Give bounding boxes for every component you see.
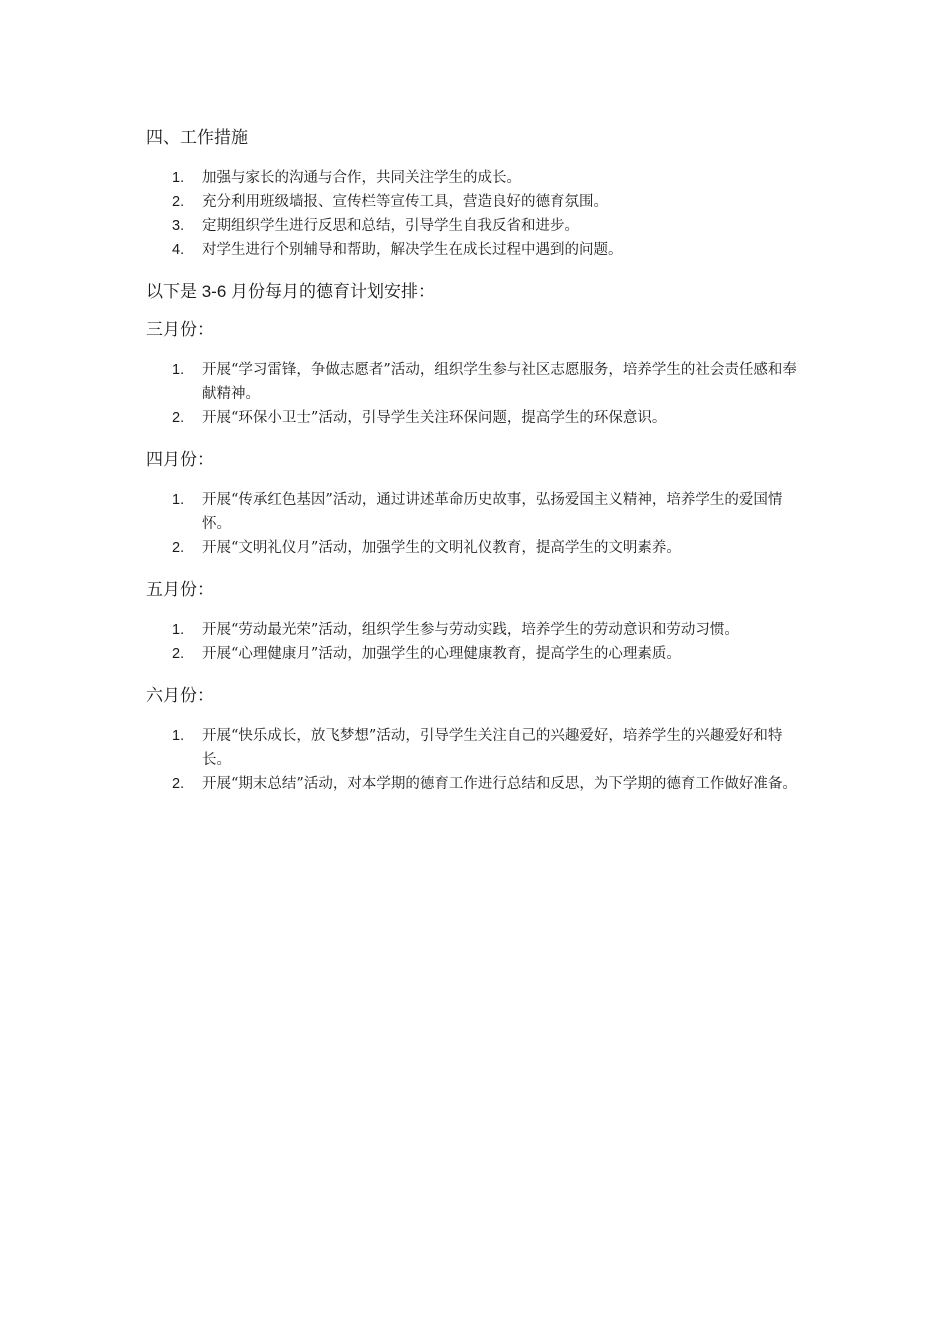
may-list <box>146 618 806 666</box>
list-number: 2. <box>172 194 185 210</box>
list-item-text: 开展“环保小卫士”活动，引导学生关注环保问题，提高学生的环保意识。 <box>202 410 667 426</box>
list-item-text: 开展“快乐成长，放飞梦想”活动，引导学生关注自己的兴趣爱好，培养学生的兴趣爱好和特长。 <box>202 728 783 768</box>
list-item <box>146 190 806 214</box>
month-title-april: 四月份： <box>146 450 214 470</box>
list-item <box>146 772 806 796</box>
list-item <box>146 642 806 666</box>
list-item-text: 开展“传承红色基因”活动，通过讲述革命历史故事，弘扬爱国主义精神，培养学生的爱国情怀。 <box>202 492 783 532</box>
list-number: 2. <box>172 540 185 556</box>
list-item <box>146 536 806 560</box>
list-item-text: 充分利用班级墙报、宣传栏等宣传工具，营造良好的德育氛围。 <box>202 194 608 210</box>
list-item <box>146 358 806 406</box>
list-number: 3. <box>172 218 185 234</box>
list-number: 1. <box>172 492 185 508</box>
list-item-text: 开展“文明礼仪月”活动，加强学生的文明礼仪教育，提高学生的文明素养。 <box>202 540 681 556</box>
list-number: 1. <box>172 728 185 744</box>
list-number: 2. <box>172 776 185 792</box>
monthly-plan-intro: 以下是 3-6 月份每月的德育计划安排： <box>146 282 436 301</box>
section-title-measures: 四、工作措施 <box>146 128 248 148</box>
list-item-text: 开展“心理健康月”活动，加强学生的心理健康教育，提高学生的心理素质。 <box>202 646 681 662</box>
month-title-june: 六月份： <box>146 686 214 706</box>
list-item <box>146 488 806 536</box>
list-number: 1. <box>172 170 185 186</box>
list-item <box>146 406 806 430</box>
march-list <box>146 358 806 430</box>
list-number: 1. <box>172 362 185 378</box>
list-number: 2. <box>172 410 185 426</box>
list-item-text: 对学生进行个别辅导和帮助，解决学生在成长过程中遇到的问题。 <box>202 242 623 258</box>
list-item-text: 开展“学习雷锋，争做志愿者”活动，组织学生参与社区志愿服务，培养学生的社会责任感和奉献精神。 <box>202 362 797 402</box>
list-item <box>146 724 806 772</box>
list-item <box>146 214 806 238</box>
document-body <box>146 122 806 810</box>
list-item-text: 开展“期末总结”活动，对本学期的德育工作进行总结和反思，为下学期的德育工作做好准备。 <box>202 776 797 792</box>
list-item-text: 开展“劳动最光荣”活动，组织学生参与劳动实践，培养学生的劳动意识和劳动习惯。 <box>202 622 739 638</box>
list-item-text: 加强与家长的沟通与合作，共同关注学生的成长。 <box>202 170 521 186</box>
list-number: 2. <box>172 646 185 662</box>
list-item <box>146 238 806 262</box>
list-item <box>146 618 806 642</box>
list-number: 1. <box>172 622 185 638</box>
list-item <box>146 166 806 190</box>
list-item-text: 定期组织学生进行反思和总结，引导学生自我反省和进步。 <box>202 218 579 234</box>
april-list <box>146 488 806 560</box>
list-number: 4. <box>172 242 185 258</box>
june-list <box>146 724 806 796</box>
month-title-march: 三月份： <box>146 320 214 340</box>
measures-list <box>146 166 806 262</box>
month-title-may: 五月份： <box>146 580 214 600</box>
